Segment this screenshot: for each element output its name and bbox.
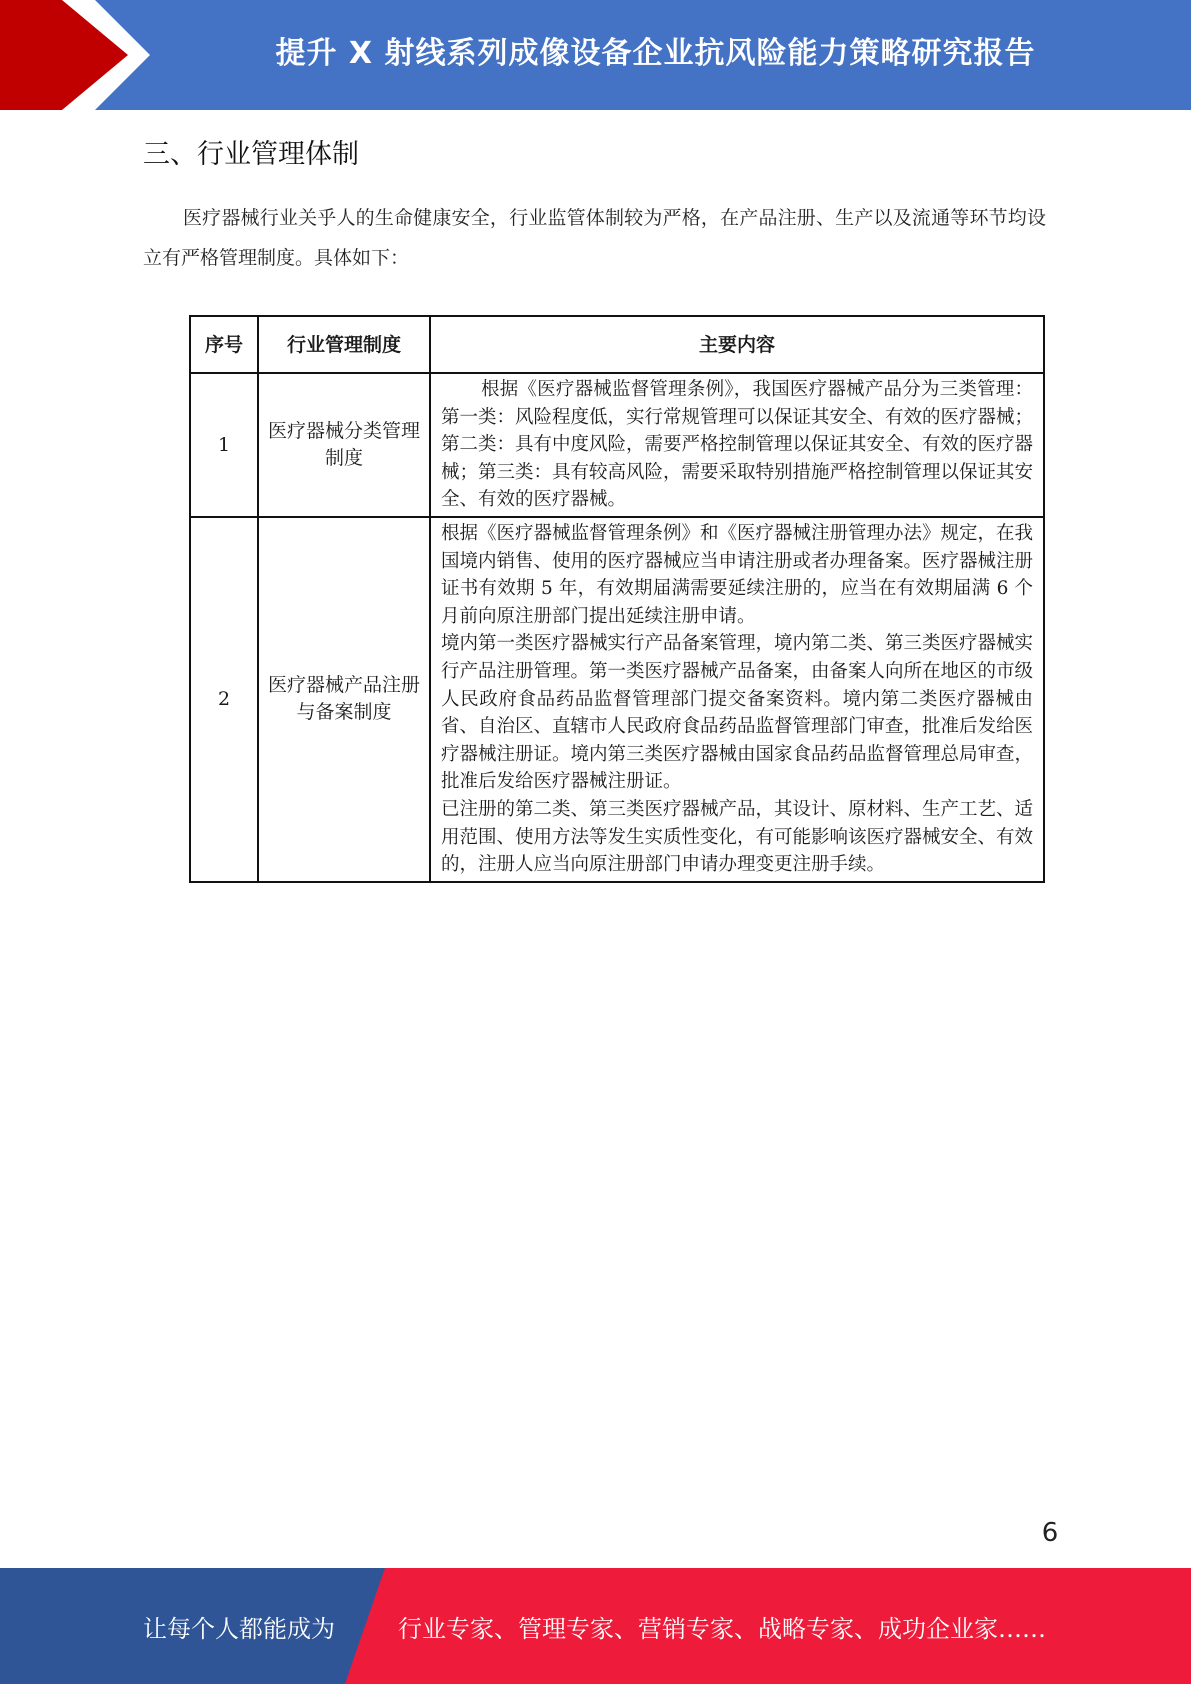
report-title: 提升 X 射线系列成像设备企业抗风险能力策略研究报告	[275, 36, 1036, 71]
row-regulation-name: 医疗器械产品注册与备案制度	[258, 517, 430, 882]
table-row	[190, 373, 1044, 517]
footer-slogan-right: 行业专家、管理专家、营销专家、战略专家、成功企业家……	[398, 1614, 1046, 1643]
table-header-row	[190, 316, 1044, 373]
row-number: 1	[190, 373, 258, 517]
row-regulation-name: 医疗器械分类管理制度	[258, 373, 430, 517]
header-regulation-system: 行业管理制度	[258, 316, 430, 373]
page-number: 6	[1041, 1518, 1059, 1548]
table-row	[190, 517, 1044, 882]
intro-paragraph: 医疗器械行业关乎人的生命健康安全，行业监管体制较为严格，在产品注册、生产以及流通等环节均设立有严格管理制度。具体如下：	[143, 207, 1046, 269]
row-content	[430, 373, 1044, 517]
content-paragraph: 境内第一类医疗器械实行产品备案管理，境内第二类、第三类医疗器械实行产品注册管理。第一类医疗器械产品备案，由备案人向所在地区的市级人民政府食品药品监督管理部门提交备案资料。境内第二类医疗器械由省、自治区、直辖市人民政府食品药品监督管理部门审查，批准后发给医疗器械注册证。境内第三类医疗器械由国家食品药品监督管理总局审查，批准后发给医疗器械注册证。	[441, 633, 1034, 793]
content-paragraph: 已注册的第二类、第三类医疗器械产品，其设计、原材料、生产工艺、适用范围、使用方法等发生实质性变化，有可能影响该医疗器械安全、有效的，注册人应当向原注册部门申请办理变更注册手续。	[441, 798, 1034, 876]
footer-slogan-left: 让每个人都能成为	[143, 1614, 335, 1643]
row-number: 2	[190, 517, 258, 882]
row-content	[430, 517, 1044, 882]
header-band	[0, 0, 1191, 110]
footer-band	[0, 1568, 1191, 1684]
header-main-content: 主要内容	[430, 316, 1044, 373]
regulation-table	[189, 315, 1045, 883]
section-heading: 三、行业管理体制	[143, 139, 359, 170]
content-paragraph: 根据《医疗器械监督管理条例》，我国医疗器械产品分为三类管理：第一类：风险程度低，实行常规管理可以保证其安全、有效的医疗器械；第二类：具有中度风险，需要严格控制管理以保证其安全、有效的医疗器械；第三类：具有较高风险，需要采取特别措施严格控制管理以保证其安全、有效的医疗器械。	[441, 379, 1034, 511]
header-arrow-decoration	[0, 0, 160, 110]
header-serial-number: 序号	[190, 316, 258, 373]
content-paragraph: 根据《医疗器械监督管理条例》和《医疗器械注册管理办法》规定，在我国境内销售、使用的医疗器械应当申请注册或者办理备案。医疗器械注册证书有效期 5 年，有效期届满需要延续注册的，应当在有效期届满 6 个月前向原注册部门提出延续注册申请。	[441, 522, 1034, 627]
